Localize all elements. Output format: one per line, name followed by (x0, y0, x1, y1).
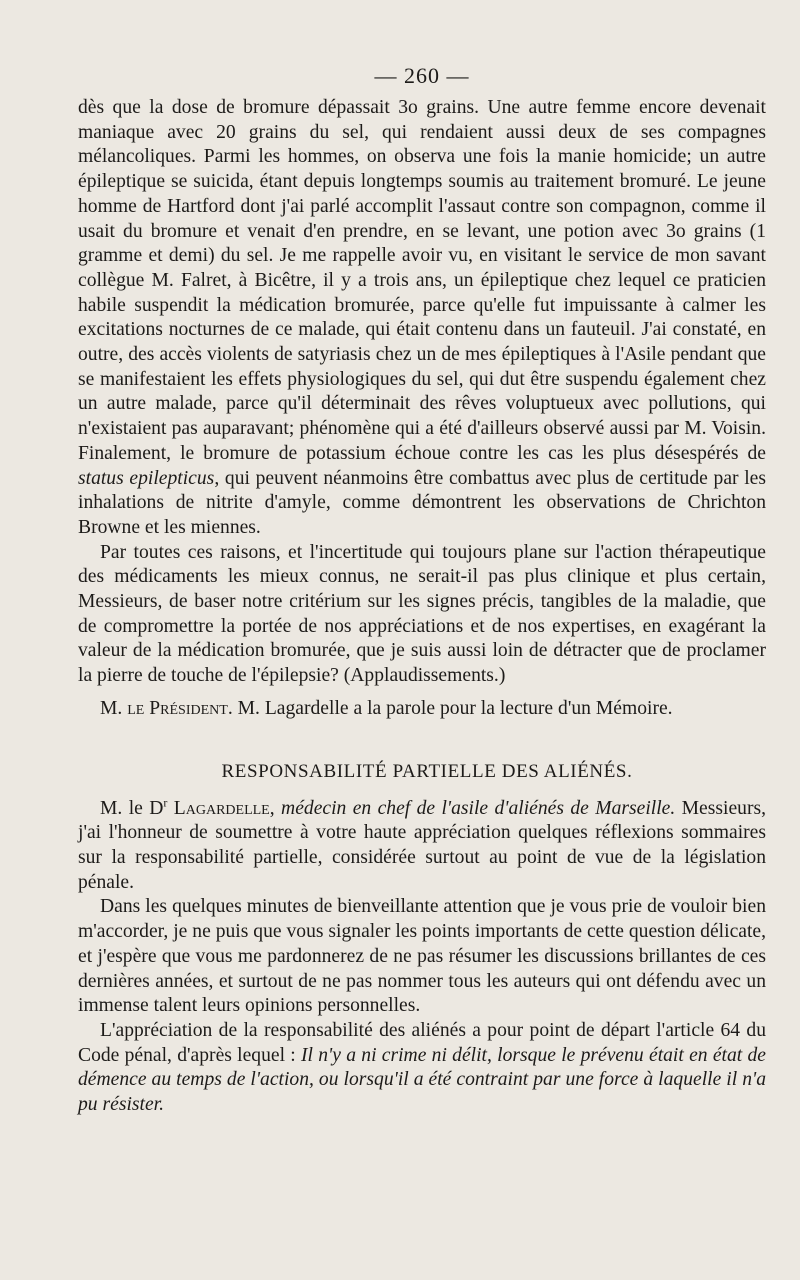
paragraph-text: Messieurs, j'ai l'honneur de soumettre à votre haute appréciation quelques réflexions sommaires sur la responsabilité partielle, considérée surtout au point de vue de la législation pénale. (78, 797, 766, 893)
paragraph-article-64 (78, 1019, 766, 1118)
speaker-comma: , (269, 797, 282, 819)
paragraph-text: dès que la dose de bromure dépassait 3o grains. Une autre femme encore devenait maniaque avec 20 grains du sel, qui rendaient aussi deux de ses compagnes mélancoliques. Parmi les hommes, on observa une fois la manie homicide; un autre épileptique se suicida, étant depuis longtemps soumis au traitement bromuré. Le jeune homme de Hartford dont j'ai parlé accomplit l'assaut contre son compagnon, comme il usait du bromure et venait d'en prendre, en se levant, une potion avec 3o grains (1 gramme et demi) du sel. Je me rappelle avoir vu, en visitant le service de mon savant collègue M. Falret, à Bicêtre, il y a trois ans, un épileptique chez lequel ce praticien habile suspendit la médication bromurée, parce qu'elle fut impuissante à calmer les excitations nocturnes de ce malade, qui était contenu dans un fauteuil. J'ai constaté, en outre, des accès violents de satyriasis chez un de mes épileptiques à l'Asile pendant que se manifestaient les effets physiologiques du sel, qui dut être suspendu également chez un autre malade, parce qu'il déterminait des rêves voluptueux avec pollutions, qui n'existaient pas auparavant; phénomène qui a été d'ailleurs observé aussi par M. Voisin. Finalement, le bromure de potassium échoue contre les cas les plus désespérés de (78, 97, 766, 464)
page-number: — 260 — (374, 63, 470, 88)
paragraph-president (78, 697, 766, 722)
speaker-m: M. (100, 697, 123, 719)
legal-quote: Il n'y a ni crime ni délit, lorsque le prévenu était en état de démence au temps de l'action, ou lorsqu'il a été contraint par une force à laquelle il n'a pu résister. (78, 1044, 766, 1116)
paragraph-text: L'appréciation de la responsabilité des aliénés a pour point de départ l'article 64 du Code pénal, d'après lequel : (78, 1019, 766, 1066)
italic-term: status epilepticus (78, 467, 215, 489)
speaker-role: médecin en chef de l'asile d'aliénés de Marseille. (281, 797, 676, 819)
paragraph-lagardelle-intro (78, 797, 766, 896)
speaker-prefix: M. le D (100, 797, 164, 819)
speaker-le: le (127, 697, 145, 719)
paragraph-attention: Dans les quelques minutes de bienveillante attention que je vous prie de vouloir bien m'accorder, je ne puis que vous signaler les points importants de cette question délicate, et j'espère que vous me pardonnerez de ne pas résumer les discussions brillantes de ces dernières années, et surtout de ne pas nommer tous les auteurs qui ont défendu avec un immense talent leurs opinions personnelles. (78, 896, 766, 1017)
speaker-title: Président (149, 697, 228, 719)
paragraph-conclusion: Par toutes ces raisons, et l'incertitude qui toujours plane sur l'action thérapeutique des médicaments les mieux connus, ne serait-il pas plus clinique et plus certain, Messieurs, de baser notre critérium sur les signes précis, tangibles de la maladie, que de compromettre la portée de nos appréciations et de nos expertises, en exagérant la valeur de la médication bromurée, que je suis aussi loin de détracter que de proclamer la pierre de touche de l'épilepsie? (Applaudissements.) (78, 541, 766, 687)
paragraph-text-end: , qui peuvent néanmoins être combattus avec plus de certitude par les inhalations de nitrite d'amyle, comme démontrent les observations de Chrichton Browne et les miennes. (78, 467, 767, 538)
paragraph-text: . M. Lagardelle a la parole pour la lecture d'un Mémoire. (227, 697, 673, 719)
section-heading: RESPONSABILITÉ PARTIELLE DES ALIÉNÉS. (221, 760, 633, 782)
speaker-name: Lagardelle (173, 797, 270, 819)
paragraph-bromure-effects (78, 96, 766, 541)
speaker-sup: r (163, 795, 168, 810)
